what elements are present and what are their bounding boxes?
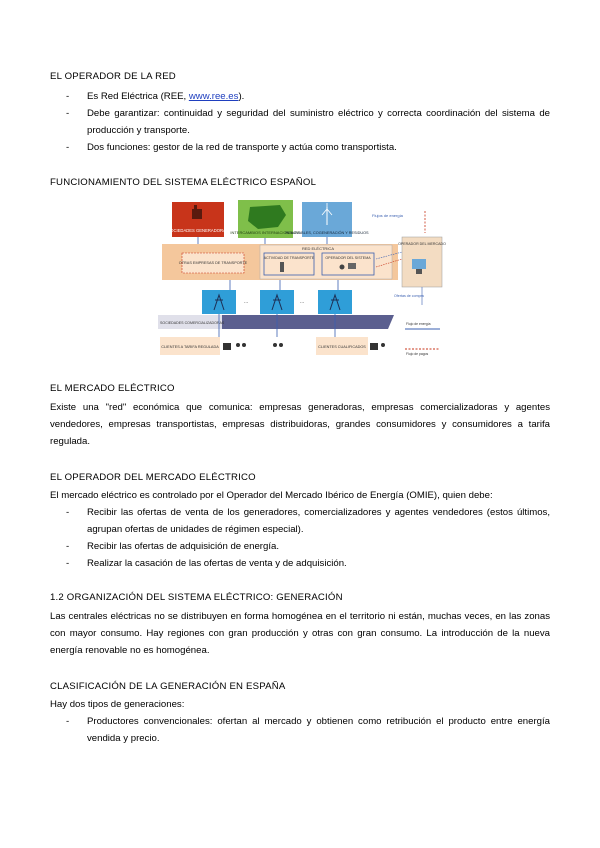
list-item-text: Debe garantizar: continuidad y seguridad del suministro eléctrico y correcta coordinación del sistema de producción y transporte. [87, 108, 550, 136]
label-flujos-energia: Flujos de energía [372, 213, 403, 218]
label-operador-sistema: OPERADOR DEL SISTEMA [325, 256, 371, 260]
item-text-suffix: ). [238, 91, 245, 102]
label-actividad-transporte: ACTIVIDAD DE TRANSPORTE [263, 256, 315, 260]
ellipsis-2: ... [300, 299, 305, 305]
label-ofertas-compra: Ofertas de compra [394, 294, 424, 298]
label-intercambios: INTERCAMBIOS INTERNACIONALES [230, 230, 300, 235]
legend-pagos: Flujo de pagos [406, 352, 429, 356]
people-icon [381, 343, 385, 347]
list-item-text: Productores convencionales: ofertan al mercado y obtienen como retribución el producto entre energía vendida y precio. [87, 716, 550, 744]
item-text-prefix: Es Red Eléctrica (REE, [87, 91, 189, 102]
heading-mercado: EL MERCADO ELÉCTRICO [50, 383, 175, 394]
paragraph-operador-mercado: El mercado eléctrico es controlado por el Operador del Mercado Ibérico de Energía (OMIE), quien debe: [50, 490, 493, 501]
tower-icon [280, 262, 284, 272]
heading-organizacion: 1.2 ORGANIZACIÓN DEL SISTEMA ELÉCTRICO: GENERACIÓN [50, 592, 343, 603]
label-operador-mercado: OPERADOR DEL MERCADO [398, 242, 446, 246]
heading-funcionamiento: FUNCIONAMIENTO DEL SISTEMA ELÉCTRICO ESPAÑOL [50, 177, 317, 188]
list-item-text: Realizar la casación de las ofertas de venta y de adquisición. [87, 558, 347, 569]
person-icon [340, 265, 345, 270]
ree-link[interactable]: www.ree.es [188, 91, 239, 102]
label-clientes-cualificados: CLIENTES CUALIFICADOS [318, 345, 366, 349]
list-item-text: Dos funciones: gestor de la red de transporte y actúa como transportista. [87, 142, 397, 153]
list-item-text: Recibir las ofertas de adquisición de energía. [87, 541, 279, 552]
list-item: - Recibir las ofertas de venta de los generadores, comercializadores y agentes vendedores (estos últimos, agrupan ofertas de unidades de régimen especial). [66, 504, 550, 538]
paragraph-mercado: Existe una "red" económica que comunica: empresas generadoras, empresas comercializadoras y agentes vendedores, empresas transportistas, empresas distribuidoras, grandes consumidores y consumidores a tarifa regulada. [50, 402, 550, 447]
legend-energia: Flujo de energía [406, 322, 431, 326]
label-clientes-regulada: CLIENTES A TARIFA REGULADA [161, 345, 219, 349]
list-item: - Es Red Eléctrica (REE, www.ree.es). [66, 91, 245, 102]
people-icon [273, 343, 277, 347]
list-item: - Realizar la casación de las ofertas de venta y de adquisición. [66, 555, 550, 572]
paragraph-clasificacion: Hay dos tipos de generaciones: [50, 699, 185, 710]
heading-clasificacion: CLASIFICACIÓN DE LA GENERACIÓN EN ESPAÑA [50, 681, 286, 692]
list-item: - Dos funciones: gestor de la red de transporte y actúa como transportista. [66, 139, 550, 156]
ellipsis-1: ... [244, 299, 249, 305]
computer-icon [412, 259, 426, 269]
list-item: - Productores convencionales: ofertan al mercado y obtienen como retribución el producto entre energía vendida y precio. [66, 713, 550, 747]
label-red-electrica: RED ELÉCTRICA [301, 246, 335, 251]
label-otras-empresas: OTRAS EMPRESAS DE TRANSPORTE [178, 261, 248, 265]
heading-operador-red: EL OPERADOR DE LA RED [50, 71, 176, 82]
heading-operador-mercado: EL OPERADOR DEL MERCADO ELÉCTRICO [50, 472, 256, 483]
factory-icon [223, 343, 231, 350]
list-item: - Debe garantizar: continuidad y seguridad del suministro eléctrico y correcta coordinación del sistema de producción y transporte. [66, 105, 550, 139]
people-icon [236, 343, 240, 347]
label-sociedades-generadoras: SOCIEDADES GENERADORAS [167, 228, 229, 233]
factory-icon [370, 343, 378, 350]
label-sociedades-comercializadoras: SOCIEDADES COMERCIALIZADORAS [160, 321, 225, 325]
paragraph-organizacion: Las centrales eléctricas no se distribuyen en forma homogénea en el territorio ni están, muchas veces, en las zonas con mayor consumo. Hay regiones con gran producción y otras con gran consumo. La introducción de la nueva energía renovable no es homogénea. [50, 611, 550, 656]
list-item-text: Recibir las ofertas de venta de los generadores, comercializadores y agentes vendedores (estos últimos, agrupan ofertas de unidades de régimen especial). [87, 507, 550, 535]
label-renovables: RENOVABLES, COGENERACIÓN Y RESIDUOS [285, 231, 369, 235]
list-item: - Recibir las ofertas de adquisición de energía. [66, 538, 550, 555]
sistema-electrico-diagram [150, 197, 448, 360]
